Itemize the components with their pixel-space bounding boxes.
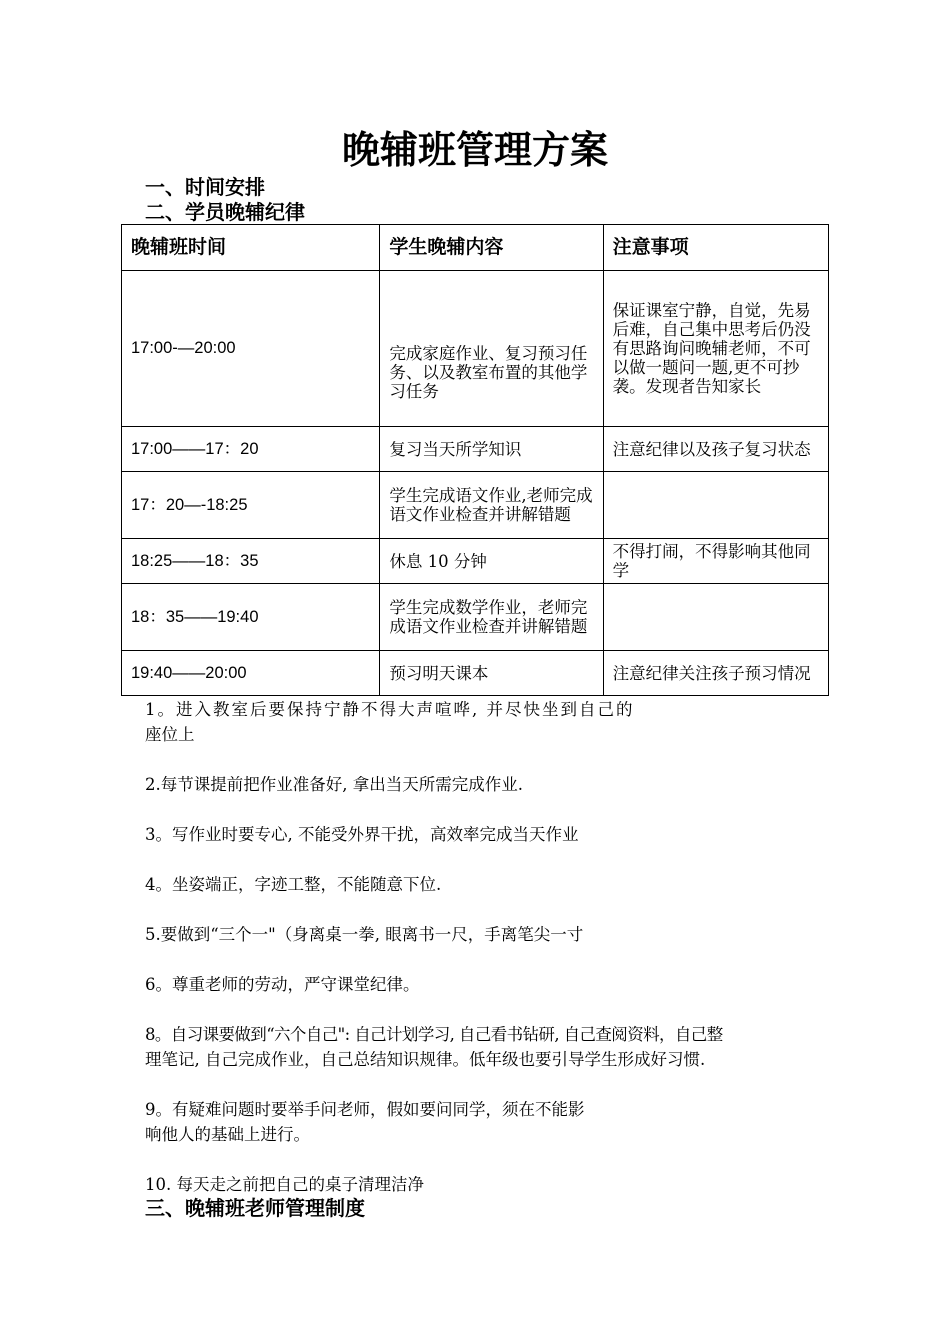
content-cell: 预习明天课本 <box>380 651 603 696</box>
notes-cell <box>603 584 828 651</box>
time-cell: 18：35——19:40 <box>122 584 380 651</box>
table-row <box>122 472 829 539</box>
section-heading-teacher-rules: 三、晚辅班老师管理制度 <box>145 1196 365 1220</box>
time-cell: 17：20—-18:25 <box>122 472 380 539</box>
content-cell: 完成家庭作业、复习预习任务、以及教室布置的其他学习任务 <box>380 271 603 427</box>
header-notes: 注意事项 <box>603 225 828 271</box>
table-row <box>122 651 829 696</box>
table-row <box>122 427 829 472</box>
rule-text: 8。自习课要做到“六个自己": 自己计划学习, 自己看书钻研, 自己查阅资料，自己整 <box>145 1025 723 1044</box>
rule-text-continued: 理笔记, 自己完成作业，自己总结知识规律。低年级也要引导学生形成好习惯. <box>145 1050 706 1069</box>
content-cell: 休息 10 分钟 <box>380 539 603 584</box>
time-cell: 17:00——17：20 <box>122 427 380 472</box>
rule-item <box>145 872 825 897</box>
notes-cell: 保证课室宁静，自觉，先易后难，自己集中思考后仍没有思路询问晚辅老师，不可以做一题问一题,更不可抄袭。发现者告知家长 <box>603 271 828 427</box>
rule-item <box>145 922 825 947</box>
rule-text: 2.每节课提前把作业准备好, 拿出当天所需完成作业. <box>145 775 523 794</box>
notes-cell <box>603 472 828 539</box>
document-title: 晚辅班管理方案 <box>341 128 608 172</box>
rule-item <box>145 1022 825 1072</box>
content-cell: 学生完成数学作业，老师完成语文作业检查并讲解错题 <box>380 584 603 651</box>
rule-text: 10. 每天走之前把自己的桌子清理洁净 <box>145 1175 424 1194</box>
rule-item <box>145 972 825 997</box>
rule-text: 3。写作业时要专心, 不能受外界干扰，高效率完成当天作业 <box>145 825 579 844</box>
rule-item <box>145 1097 825 1147</box>
rule-text: 6。尊重老师的劳动，严守课堂纪律。 <box>145 975 420 994</box>
notes-cell: 不得打闹，不得影响其他同学 <box>603 539 828 584</box>
time-cell: 19:40——20:00 <box>122 651 380 696</box>
schedule-table <box>121 224 829 696</box>
rule-item <box>145 1172 825 1197</box>
rule-text: 5.要做到“三个一"（身离桌一拳, 眼离书一尺，手离笔尖一寸 <box>145 925 584 944</box>
rule-text: 1。进入教室后要保持宁静不得大声喧哗, 并尽快坐到自己的 <box>145 700 635 719</box>
time-cell: 18:25——18：35 <box>122 539 380 584</box>
rule-text: 9。有疑难问题时要举手问老师，假如要问同学，须在不能影 <box>145 1100 585 1119</box>
rule-item <box>145 822 825 847</box>
section-heading-discipline: 二、学员晚辅纪律 <box>145 200 305 224</box>
content-cell: 复习当天所学知识 <box>380 427 603 472</box>
header-time: 晚辅班时间 <box>122 225 380 271</box>
rule-text-continued: 座位上 <box>145 725 195 744</box>
rule-text-continued: 响他人的基础上进行。 <box>145 1125 310 1144</box>
table-row <box>122 271 829 427</box>
table-row <box>122 539 829 584</box>
rule-item <box>145 697 825 747</box>
table-header-row <box>122 225 829 271</box>
section-heading-time-schedule: 一、时间安排 <box>145 175 265 199</box>
discipline-rules <box>145 697 825 1197</box>
header-content: 学生晚辅内容 <box>380 225 603 271</box>
table-row <box>122 584 829 651</box>
notes-cell: 注意纪律关注孩子预习情况 <box>603 651 828 696</box>
rule-text: 4。坐姿端正，字迹工整，不能随意下位. <box>145 875 442 894</box>
rule-item <box>145 772 825 797</box>
content-cell: 学生完成语文作业,老师完成语文作业检查并讲解错题 <box>380 472 603 539</box>
notes-cell: 注意纪律以及孩子复习状态 <box>603 427 828 472</box>
time-cell: 17:00-—20:00 <box>122 271 380 427</box>
